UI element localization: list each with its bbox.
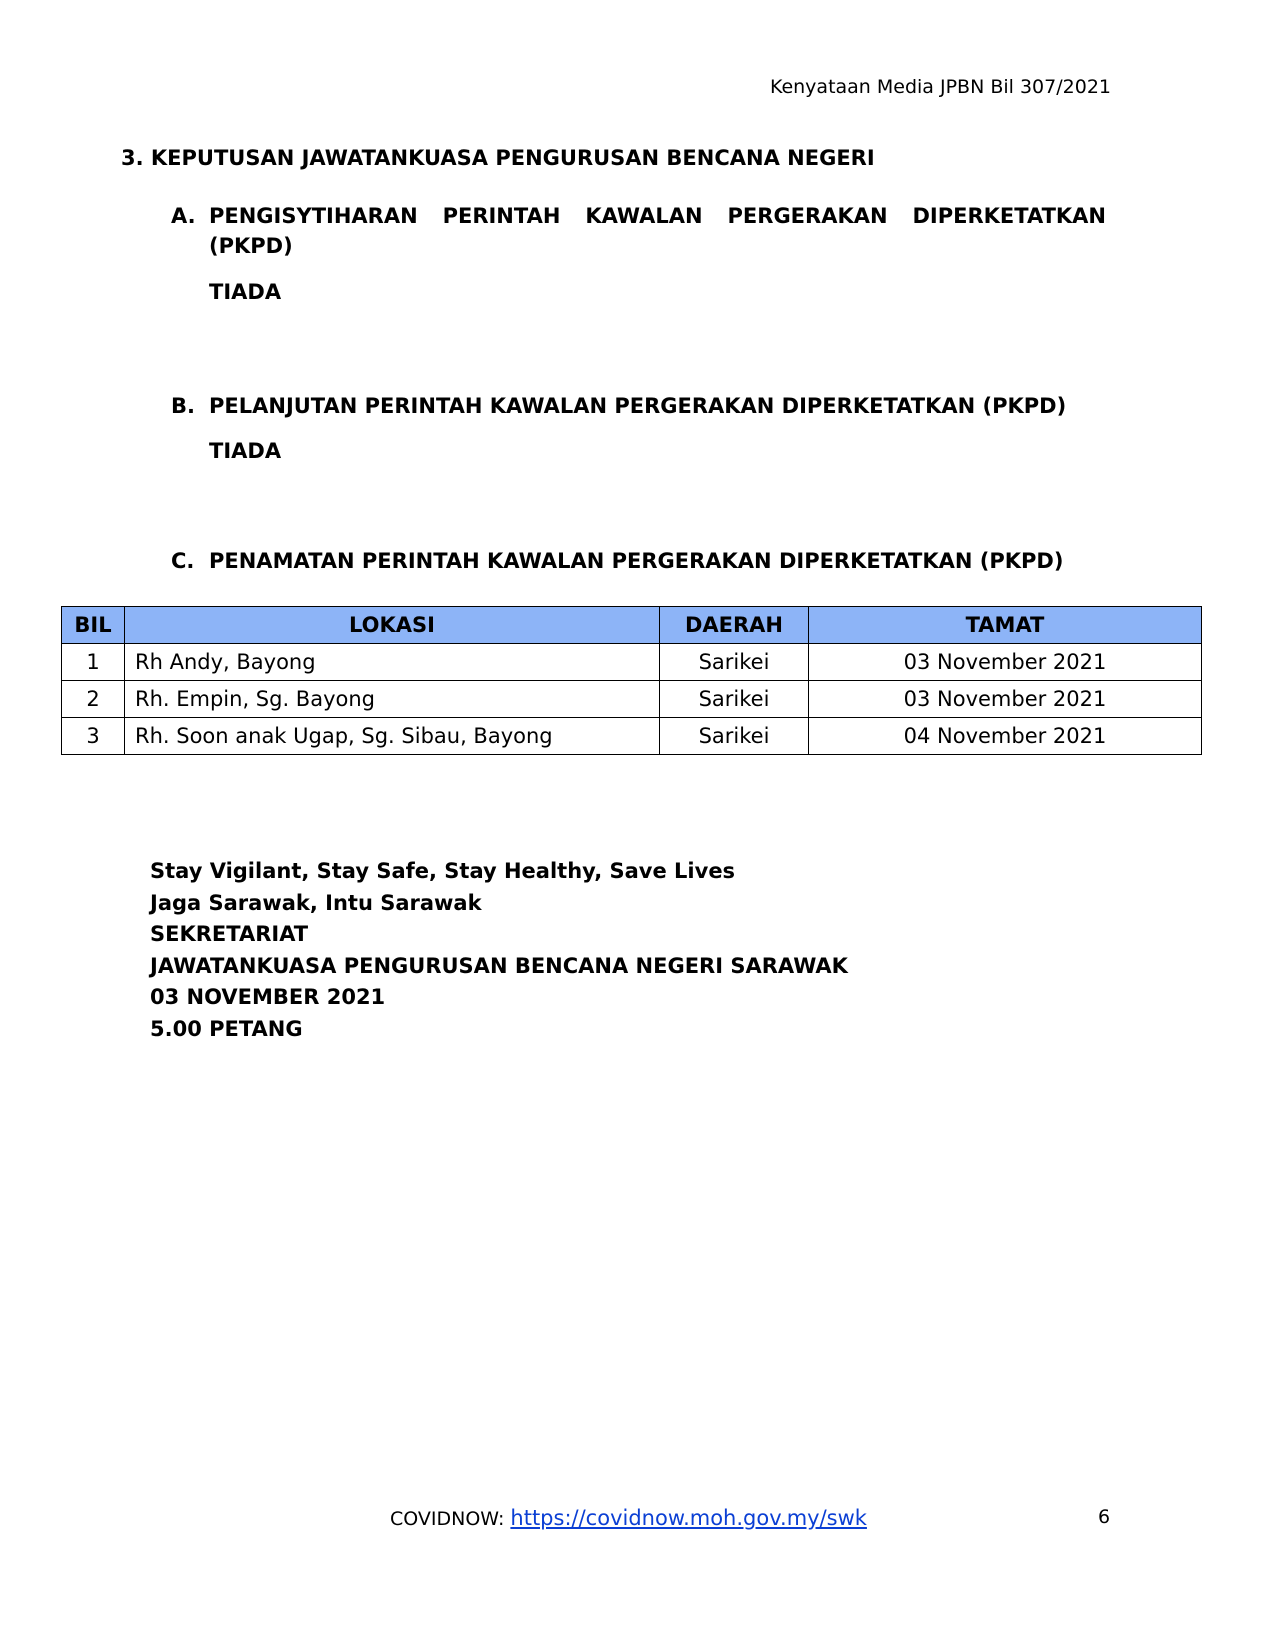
cell-daerah: Sarikei <box>660 681 809 718</box>
footer <box>390 1506 867 1530</box>
covidnow-link[interactable]: https://covidnow.moh.gov.my/swk <box>510 1506 867 1530</box>
table-row <box>62 644 1202 681</box>
footer-label: COVIDNOW: <box>390 1508 511 1530</box>
closing-motto: Jaga Sarawak, Intu Sarawak <box>150 890 482 915</box>
cell-bil: 2 <box>62 681 125 718</box>
pkpd-termination-table <box>61 606 1202 755</box>
closing-committee: JAWATANKUASA PENGURUSAN BENCANA NEGERI SARAWAK <box>150 953 848 978</box>
cell-tamat: 04 November 2021 <box>809 718 1202 755</box>
subsection-a <box>171 204 1106 258</box>
subsection-a-letter: A. <box>171 204 196 228</box>
subsection-b-title: PELANJUTAN PERINTAH KAWALAN PERGERAKAN DIPERKETATKAN (PKPD) <box>209 394 1067 418</box>
cell-daerah: Sarikei <box>660 644 809 681</box>
closing-secretariat: SEKRETARIAT <box>150 922 309 946</box>
cell-daerah: Sarikei <box>660 718 809 755</box>
subsection-c-letter: C. <box>171 549 195 573</box>
subsection-c <box>171 549 1063 573</box>
cell-lokasi: Rh Andy, Bayong <box>125 644 660 681</box>
subsection-b-status: TIADA <box>209 439 282 463</box>
cell-lokasi: Rh. Empin, Sg. Bayong <box>125 681 660 718</box>
table-row <box>62 718 1202 755</box>
closing-time: 5.00 PETANG <box>150 1016 303 1041</box>
subsection-a-title-line1: PENGISYTIHARAN PERINTAH KAWALAN PERGERAKAN DIPERKETATKAN <box>209 204 1106 228</box>
header-daerah: DAERAH <box>660 607 809 644</box>
closing-slogan: Stay Vigilant, Stay Safe, Stay Healthy, Save Lives <box>150 859 736 883</box>
cell-lokasi: Rh. Soon anak Ugap, Sg. Sibau, Bayong <box>125 718 660 755</box>
header-lokasi: LOKASI <box>125 607 660 644</box>
page-number: 6 <box>1098 1506 1111 1528</box>
cell-bil: 3 <box>62 718 125 755</box>
cell-tamat: 03 November 2021 <box>809 644 1202 681</box>
closing-block <box>150 856 848 1045</box>
subsection-a-title-line2: (PKPD) <box>209 234 293 258</box>
subsection-c-title: PENAMATAN PERINTAH KAWALAN PERGERAKAN DIPERKETATKAN (PKPD) <box>209 549 1064 573</box>
table-header-row <box>62 607 1202 644</box>
header-bil: BIL <box>62 607 125 644</box>
cell-tamat: 03 November 2021 <box>809 681 1202 718</box>
media-statement-reference: Kenyataan Media JPBN Bil 307/2021 <box>769 76 1111 98</box>
subsection-b-letter: B. <box>171 394 195 418</box>
table-row <box>62 681 1202 718</box>
cell-bil: 1 <box>62 644 125 681</box>
header-tamat: TAMAT <box>809 607 1202 644</box>
subsection-b <box>171 394 1066 418</box>
subsection-a-status: TIADA <box>209 280 282 304</box>
closing-date: 03 NOVEMBER 2021 <box>150 985 386 1009</box>
section-title: 3. KEPUTUSAN JAWATANKUASA PENGURUSAN BENCANA NEGERI <box>121 146 875 170</box>
